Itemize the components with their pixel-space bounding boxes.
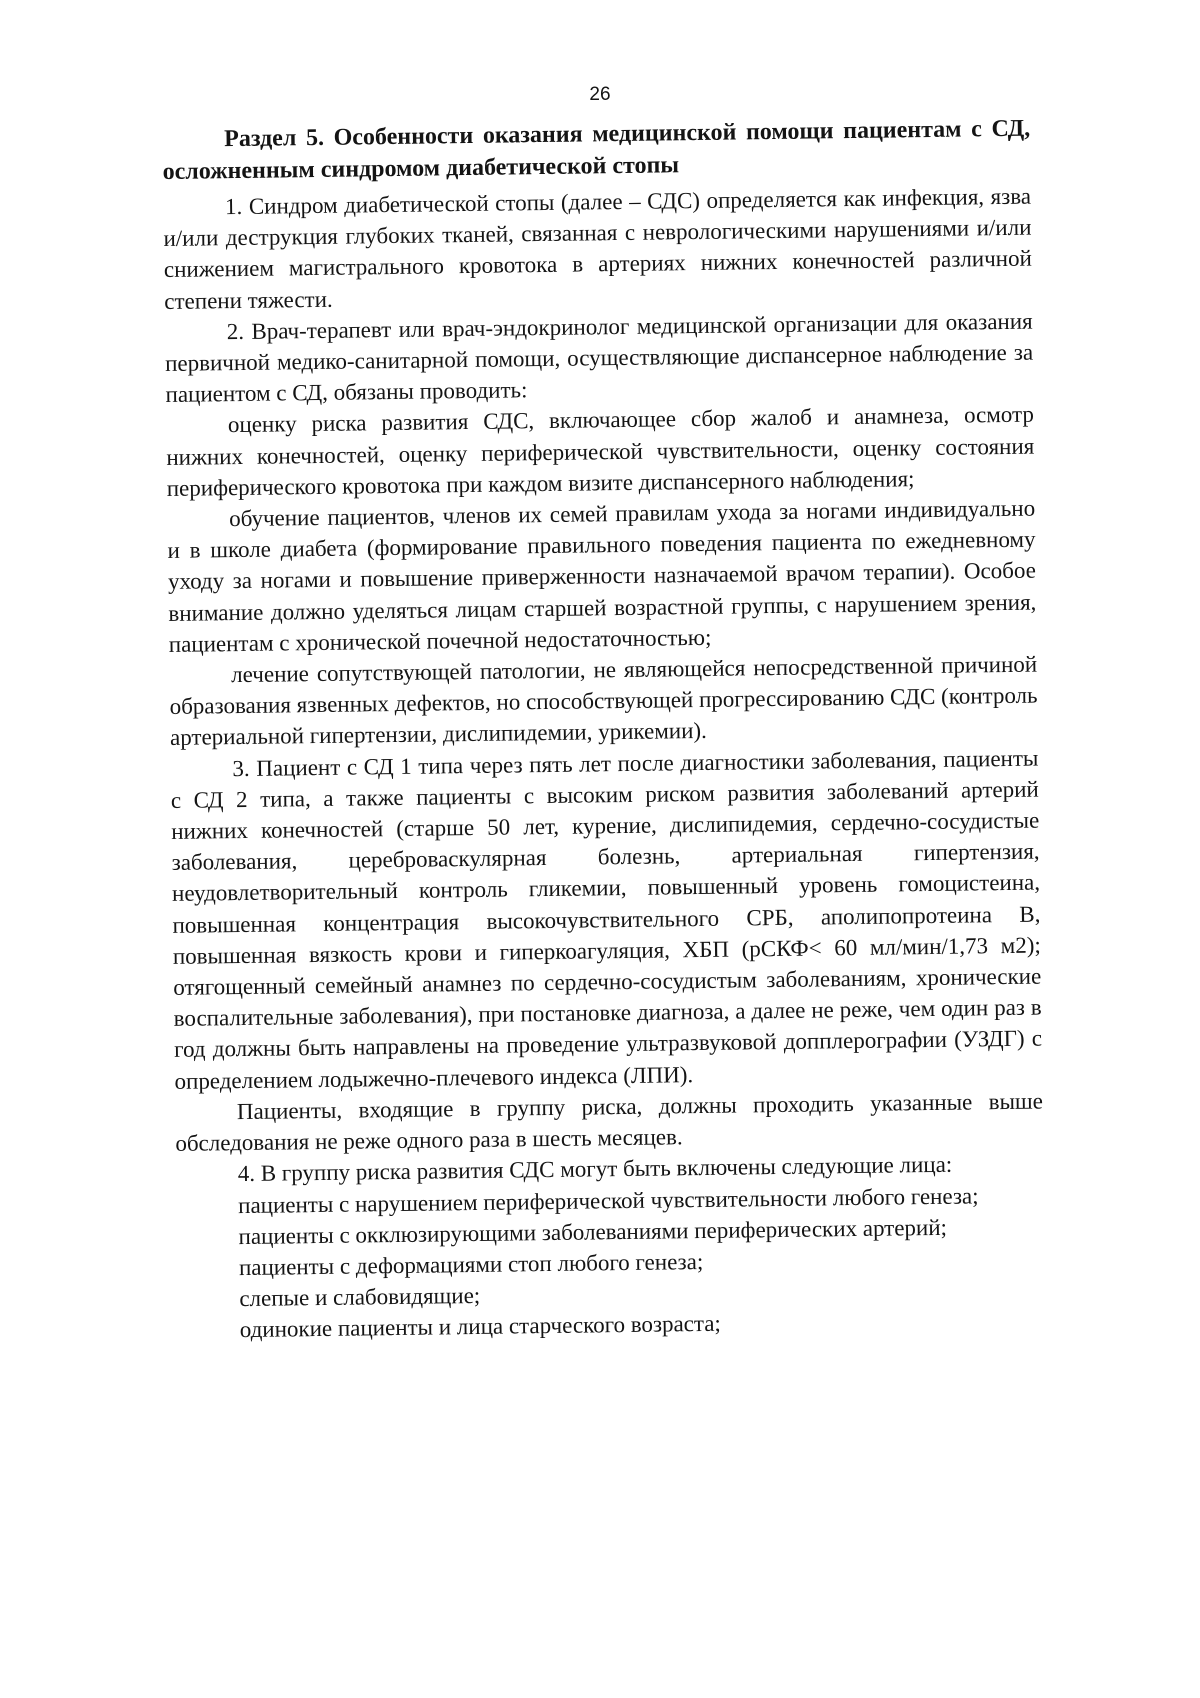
paragraph-risk-group-intro: 4. В группу риска развития СДС могут быть включены следующие лица: [237,1152,953,1187]
paragraph-risk-assessment: оценку риска развития СДС, включающее сбор жалоб и анамнеза, осмотр нижних конечностей, оценку периферической чувствительности, оценку состояния периферического кровотока при каждом визите диспансерного наблюдения; [166,402,1035,501]
document-body [162,113,1046,1347]
list-item: пациенты с деформациями стоп любого генеза; [238,1248,704,1280]
list-item: пациенты с окклюзирующими заболеваниями периферических артерий; [238,1214,948,1249]
paragraph-patient-education: обучение пациентов, членов их семей правилам ухода за ногами индивидуально и в школе диабета (формирование правильного поведения пациента по ежедневному уходу за ногами и повышение приверженности назначаемой врачом терапии). Особое внимание должно уделяться лицам старшей возрастной группы, с нарушением зрения, пациентам с хронической почечной недостаточностью; [167,495,1037,657]
paragraph-screening: 3. Пациент с СД 1 типа через пять лет после диагностики заболевания, пациенты с СД 2 типа, а также пациенты с высоким риском развития заболеваний артерий нижних конечностей (старше 50 лет, курение, дислипидемия, сердечно-сосудистые заболевания, цереброваскулярная болезнь, артериальная гипертензия, неудовлетворительный контроль гликемии, повышенный уровень гомоцистеина, повышенная концентрация высокочувствительного СРБ, аполипопротеина В, повышенная вязкость крови и гиперкоагуляция, ХБП (рСКФ< 60 мл/мин/1,73 м2); отягощенный семейный анамнез по сердечно-сосудистым заболеваниям, хронические воспалительные заболевания), при постановке диагноза, а далее не реже, чем один раз в год должны быть направлены на проведение ультразвуковой допплерографии (УЗДГ) с определением лодыжечно-плечевого индекса (ЛПИ). [170,745,1043,1094]
section-heading: Раздел 5. Особенности оказания медицинской помощи пациентам с СД, осложненным синдромом диабетической стопы [162,115,1031,185]
paragraph-comorbidity-treatment: лечение сопутствующей патологии, не являющейся непосредственной причиной образования язвенных дефектов, но способствующей прогрессированию СДС (контроль артериальной гипертензии, дислипидемии, урикемии). [169,651,1038,751]
list-item: пациенты с нарушением периферической чувствительности любого генеза; [237,1182,979,1218]
page-number: 26 [589,84,611,105]
list-item: слепые и слабовидящие; [239,1283,481,1312]
list-item: одинокие пациенты и лица старческого возраста; [239,1311,722,1343]
paragraph-definition: 1. Синдром диабетической стопы (далее – СДС) определяется как инфекция, язва и/или деструкция глубоких тканей, связанная с неврологическими нарушениями и/или снижением магистрального кровотока в артериях нижних конечностей различной степени тяжести. [163,183,1032,314]
paragraph-risk-group-exams: Пациенты, входящие в группу риска, должны проходить указанные выше обследования не реже одного раза в шесть месяцев. [175,1088,1044,1157]
paragraph-duties: 2. Врач-терапевт или врач-эндокринолог медицинской организации для оказания первичной медико-санитарной помощи, осуществляющие диспансерное наблюдение за пациентом с СД, обязаны проводить: [164,308,1034,408]
